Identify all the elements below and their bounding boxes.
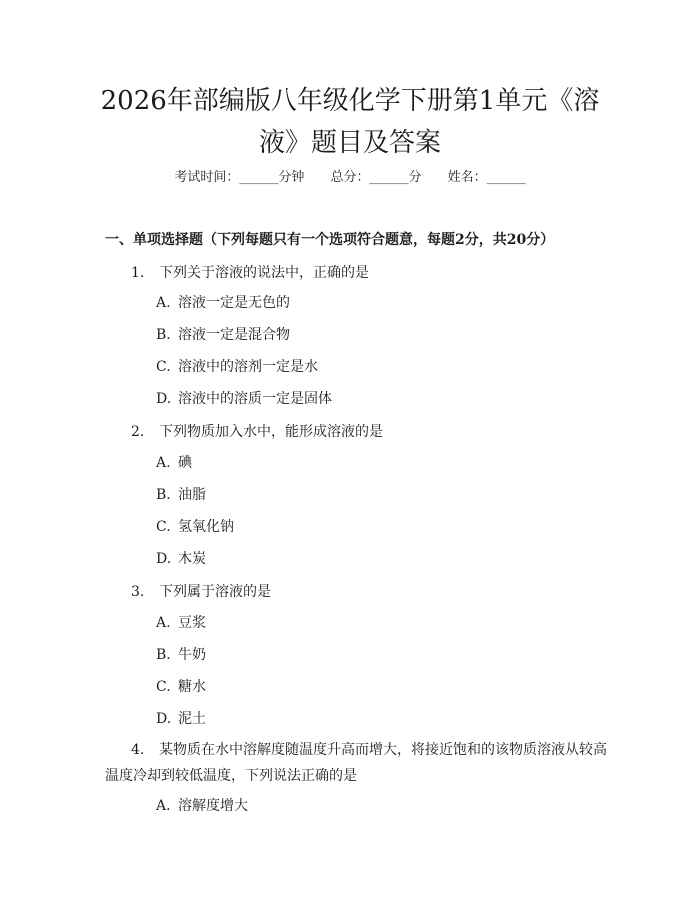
option-text: 溶液一定是混合物	[178, 327, 290, 343]
option-letter: C.	[156, 679, 171, 695]
title-line-2: 液》题目及答案	[258, 128, 441, 158]
question-text: 某物质在水中溶解度随温度升高而增大，将接近饱和的该物质溶液从较高温度冷却到较低温度，下列说法正确的是	[105, 742, 607, 784]
option-text: 木炭	[178, 551, 206, 567]
option-1b	[156, 324, 290, 344]
option-3d	[156, 708, 206, 728]
option-letter: B.	[156, 647, 171, 663]
option-text: 氢氧化钠	[178, 519, 234, 535]
option-letter: A.	[156, 615, 171, 631]
option-2a	[156, 452, 192, 472]
title-line-1: 2026年部编版八年级化学下册第1单元《溶	[100, 86, 600, 116]
option-text: 溶液一定是无色的	[178, 295, 290, 311]
option-text: 溶解度增大	[178, 798, 248, 814]
option-3b	[156, 644, 206, 664]
option-letter: D.	[156, 551, 172, 567]
question-text: 下列关于溶液的说法中，正确的是	[159, 265, 369, 281]
question-text: 下列属于溶液的是	[159, 584, 271, 600]
question-1	[131, 260, 369, 286]
option-letter: D.	[156, 391, 172, 407]
option-text: 泥土	[178, 711, 206, 727]
option-text: 溶液中的溶剂一定是水	[178, 359, 318, 375]
question-number: 2.	[131, 424, 145, 440]
option-letter: B.	[156, 327, 171, 343]
exam-time: 考试时间：______分钟	[174, 170, 305, 185]
option-letter: B.	[156, 487, 171, 503]
question-4	[105, 737, 615, 789]
student-name: 姓名：______	[447, 170, 526, 185]
option-1c	[156, 356, 318, 376]
option-3a	[156, 612, 206, 632]
option-letter: C.	[156, 359, 171, 375]
option-letter: A.	[156, 295, 171, 311]
option-1d	[156, 388, 332, 408]
section-heading: 一、单项选择题（下列每题只有一个选项符合题意，每题2分，共20分）	[105, 232, 555, 248]
question-2	[131, 419, 383, 445]
option-4a	[156, 795, 248, 815]
page-title	[60, 80, 640, 164]
option-letter: A.	[156, 455, 171, 471]
option-text: 油脂	[178, 487, 206, 503]
option-2d	[156, 548, 206, 568]
option-1a	[156, 292, 290, 312]
question-3	[131, 579, 271, 605]
option-2c	[156, 516, 234, 536]
question-number: 3.	[131, 584, 145, 600]
option-text: 溶液中的溶质一定是固体	[178, 391, 332, 407]
option-3c	[156, 676, 206, 696]
option-text: 碘	[178, 455, 192, 471]
option-letter: D.	[156, 711, 172, 727]
option-text: 豆浆	[178, 615, 206, 631]
option-letter: A.	[156, 798, 171, 814]
option-text: 牛奶	[178, 647, 206, 663]
total-score: 总分：______分	[330, 170, 422, 185]
question-number: 4.	[131, 742, 145, 758]
option-2b	[156, 484, 206, 504]
option-letter: C.	[156, 519, 171, 535]
question-text: 下列物质加入水中，能形成溶液的是	[159, 424, 383, 440]
option-text: 糖水	[178, 679, 206, 695]
exam-info	[0, 166, 700, 185]
question-number: 1.	[131, 265, 145, 281]
